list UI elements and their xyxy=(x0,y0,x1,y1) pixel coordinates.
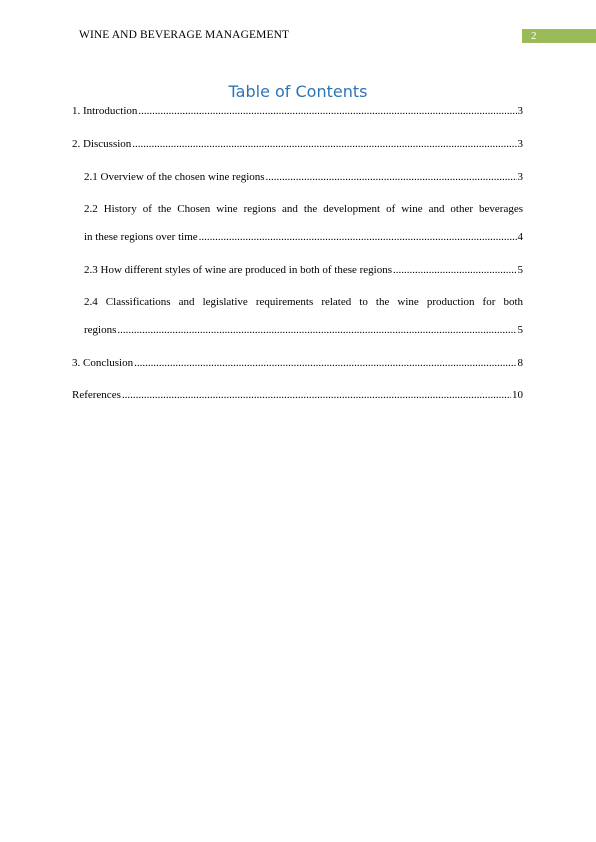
header-title: WINE AND BEVERAGE MANAGEMENT xyxy=(79,29,290,41)
toc-leader-dots xyxy=(132,137,516,151)
toc-entry-page: 3 xyxy=(517,138,523,150)
toc-entry-classifications-line2[interactable] xyxy=(84,323,523,337)
toc-leader-dots xyxy=(138,104,516,118)
toc-entry-discussion[interactable] xyxy=(72,137,523,151)
toc-leader-dots xyxy=(266,170,517,184)
toc-entry-history-line1[interactable]: 2.2 History of the Chosen wine regions and the development of wine and other beverages xyxy=(84,203,523,215)
toc-entry-page: 4 xyxy=(517,231,523,243)
toc-entry-label: 1. Introduction xyxy=(72,105,138,117)
toc-entry-classifications-line1[interactable]: 2.4 Classifications and legislative requirements related to the wine production for both xyxy=(84,296,523,308)
page-number-badge: 2 xyxy=(522,29,596,43)
toc-entry-history-line2[interactable] xyxy=(84,230,523,244)
toc-leader-dots xyxy=(117,323,516,337)
toc-entry-label: 2.3 How different styles of wine are produced in both of these regions xyxy=(84,264,393,276)
toc-entry-references[interactable] xyxy=(72,388,523,402)
toc-entry-label: regions xyxy=(84,324,117,336)
toc-leader-dots xyxy=(199,230,517,244)
toc-leader-dots xyxy=(134,356,516,370)
toc-leader-dots xyxy=(393,263,516,277)
toc-entry-overview[interactable] xyxy=(84,170,523,184)
toc-entry-styles[interactable] xyxy=(84,263,523,277)
toc-entry-label: in these regions over time xyxy=(84,231,198,243)
toc-entry-label: 2.1 Overview of the chosen wine regions xyxy=(84,171,265,183)
toc-entry-page: 8 xyxy=(517,357,523,369)
toc-entry-introduction[interactable] xyxy=(72,104,523,118)
toc-heading: Table of Contents xyxy=(228,82,368,101)
toc-entry-page: 3 xyxy=(517,171,523,183)
toc-entry-page: 5 xyxy=(517,264,523,276)
toc-entry-page: 5 xyxy=(517,324,523,336)
toc-entry-label: 3. Conclusion xyxy=(72,357,134,369)
toc-entry-label: 2. Discussion xyxy=(72,138,132,150)
toc-entry-conclusion[interactable] xyxy=(72,356,523,370)
toc-entry-page: 3 xyxy=(517,105,523,117)
toc-entry-page: 10 xyxy=(512,389,523,401)
toc-entry-label: References xyxy=(72,389,121,401)
toc-leader-dots xyxy=(122,388,511,402)
